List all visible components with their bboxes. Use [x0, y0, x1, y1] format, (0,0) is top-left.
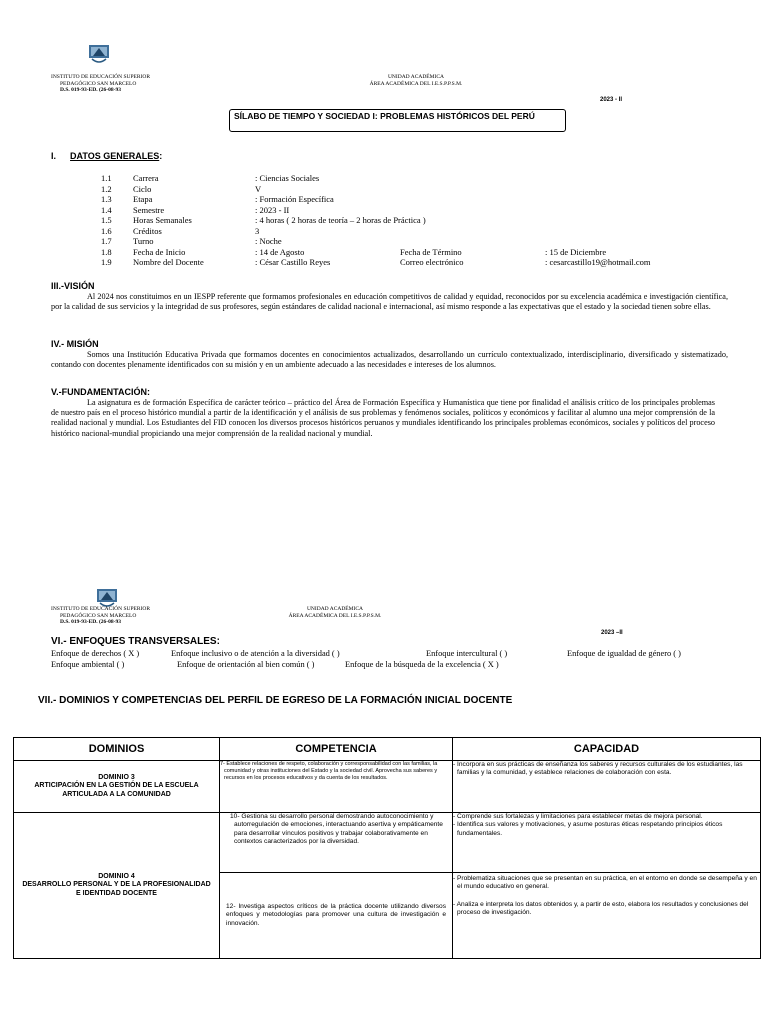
competencia-12-cell: [220, 873, 453, 959]
fundamentacion-heading: V.-FUNDAMENTACIÓN:: [51, 387, 150, 397]
institution-logo: [88, 44, 110, 64]
datos-num-7: 1.7: [101, 236, 112, 246]
enfoque-derechos: Enfoque de derechos ( X ): [51, 649, 140, 658]
competencia-10-cell: [220, 813, 453, 873]
institution-name-2: INSTITUTO DE EDUCACIÓN SUPERIOR: [51, 606, 151, 612]
competencias-table: [13, 737, 761, 959]
capacidad-7-text: - Incorpora en sus prácticas de enseñanza los saberes y recursos culturales de los estudiantes, las familias y la comunidad, y establece relaciones de colaboración con esta.: [453, 761, 743, 777]
unit-info-2: [235, 606, 435, 619]
capacidad-12-cell: [453, 873, 761, 959]
datos-value-9: : César Castillo Reyes: [255, 257, 331, 267]
capacidad-10a-text: - Comprende sus fortalezas y limitaciones para establecer metas de mejora personal.: [453, 813, 703, 820]
dominio-3-cell: DOMINIO 3 ARTICIPACIÓN EN LA GESTIÓN DE LA ESCUELA ARTICULADA A LA COMUNIDAD: [14, 761, 220, 813]
datos-num-4: 1.4: [101, 204, 112, 215]
enfoque-genero: Enfoque de igualdad de género ( ): [567, 649, 681, 658]
datos-value-6: 3: [255, 225, 260, 236]
mision-heading: IV.- MISIÓN: [51, 339, 99, 349]
institution-decree: D.S. 019-93-ED. (26-08-93: [60, 87, 121, 93]
datos-value-4: : 2023 - II: [255, 204, 290, 215]
table-row: [14, 813, 761, 873]
datos-heading-text: DATOS GENERALES: [70, 151, 160, 161]
datos-label-3: Etapa: [133, 194, 153, 204]
institution-info: [51, 74, 191, 94]
datos-label-8: Fecha de Inicio: [133, 246, 186, 257]
datos-value-1: : Ciencias Sociales: [255, 173, 320, 183]
syllabus-title-text: SÍLABO DE TIEMPO Y SOCIEDAD I: PROBLEMAS HISTÓRICOS DEL PERÚ: [234, 111, 535, 121]
datos-num-1: 1.1: [101, 173, 112, 183]
datos-num-5: 1.5: [101, 215, 112, 225]
unit-info: [316, 74, 516, 87]
table-row: [14, 761, 761, 813]
datos-num-3: 1.3: [101, 194, 112, 204]
fundamentacion-text: [51, 398, 715, 439]
datos-num-8: 1.8: [101, 246, 112, 257]
institution-subname: PEDAGÓGICO SAN MARCELO: [60, 80, 137, 87]
enfoque-inclusivo: Enfoque inclusivo o de atención a la diversidad ( ): [171, 649, 340, 658]
datos-label-5: Horas Semanales: [133, 215, 192, 225]
competencias-heading: VII.- DOMINIOS Y COMPETENCIAS DEL PERFIL DE EGRESO DE LA FORMACIÓN INICIAL DOCENTE: [38, 695, 513, 706]
competencia-7-text: 7- Establece relaciones de respeto, colaboración y corresponsabilidad con las familias, la comunidad y otras instituciones del Estado y la sociedad civil. Aprovecha sus saberes y recursos en los procesos educativos y da cuenta de los resultados.: [220, 761, 438, 781]
datos-label-4: Semestre: [133, 204, 165, 215]
datos-label-1: Carrera: [133, 173, 159, 183]
datos-heading-num: I.: [51, 151, 57, 161]
unit-area: ÁREA ACADÉMICA DEL I.E.S.P.P.S.M.: [369, 80, 463, 87]
datos-list: [0, 173, 768, 273]
datos-heading-colon: :: [159, 151, 163, 161]
datos-value-2: V: [255, 183, 262, 194]
capacidad-10-cell: [453, 813, 761, 873]
institution-decree-2: D.S. 019-93-ED. (26-08-93: [60, 619, 121, 625]
mision-text: [51, 350, 728, 370]
vision-text-body: Al 2024 nos constituimos en un IESPP referente que formamos profesionales en educación competitivos de calidad y equidad, reconocidos por su excelencia académica e investigación científica, por la calidad de sus servicios y la integridad de sus profesores, según estándares de calidad nacional e internacional, así mismo responde a las expectativas que el estado y la sociedad tienen sobre ellas.: [51, 292, 728, 312]
datos-value2-8: : 15 de Diciembre: [545, 246, 607, 257]
col-dominios: DOMINIOS: [14, 738, 220, 761]
dominio-4-cell: DOMINIO 4 DESARROLLO PERSONAL Y DE LA PROFESIONALIDAD E IDENTIDAD DOCENTE: [14, 813, 220, 959]
capacidad-12a-text: - Problematiza situaciones que se presentan en su práctica, en el entorno en donde se desempeña y en el mundo educativo en general.: [453, 875, 757, 891]
competencia-7-cell: [220, 761, 453, 813]
datos-label-7: Turno: [133, 236, 154, 246]
datos-label-9: Nombre del Docente: [133, 257, 204, 267]
unit-area-2: ÁREA ACADÉMICA DEL I.E.S.P.P.S.M.: [288, 612, 382, 619]
vision-heading: III.-VISIÓN: [51, 281, 95, 291]
institution-logo-2: [96, 588, 118, 608]
unit-name-2: UNIDAD ACADÉMICA: [306, 606, 364, 612]
datos-heading: [51, 151, 162, 161]
enfoque-bien-comun: Enfoque de orientación al bien común ( ): [177, 660, 315, 669]
datos-num-6: 1.6: [101, 225, 112, 236]
table-header-row: [14, 738, 761, 761]
unit-name: UNIDAD ACADÉMICA: [387, 74, 445, 80]
datos-value2-9: : cesarcastillo19@hotmail.com: [545, 257, 651, 267]
enfoque-intercultural: Enfoque intercultural ( ): [426, 649, 508, 658]
vision-text: [51, 292, 728, 312]
datos-num-9: 1.9: [101, 257, 112, 267]
col-capacidad: CAPACIDAD: [453, 738, 761, 761]
fundamentacion-text-body: La asignatura es de formación Específica de carácter teórico – práctico del Área de Formación Específica y Humanística que tiene por finalidad el análisis crítico de los principales problemas de nuestro país en el proceso histórico mundial a partir de la identificación y el análisis de sus problemas y fenómenos sociales, políticos y económicos y facilitar al alumno una mejor comprensión de la realidad nacional y mundial. Los Estudiantes del FID conocen los diversos procesos históricos peruanos y mundiales identificando los principales problemas económicos, sociales y políticos del proceso histórico nacional-mundial propiciando una mejor comprensión de la realidad nacional y mundial.: [51, 398, 715, 438]
datos-label2-8: Fecha de Término: [400, 246, 462, 257]
capacidad-10b-text: - Identifica sus valores y motivaciones, y asume posturas éticas respetando principios éticos fundamentales.: [453, 821, 723, 837]
col-competencia: COMPETENCIA: [220, 738, 453, 761]
semester-year-2: 2023 –II: [601, 630, 623, 636]
syllabus-title: [229, 109, 566, 132]
enfoque-excelencia: Enfoque de la búsqueda de la excelencia ( X ): [345, 660, 499, 669]
capacidad-12b-text: - Analiza e interpreta los datos obtenidos y, a partir de esto, elabora los resultados y conclusiones del proceso de investigación.: [453, 900, 749, 916]
enfoques-heading: VI.- ENFOQUES TRANSVERSALES:: [51, 636, 220, 647]
datos-value-5: : 4 horas ( 2 horas de teoría – 2 horas de Práctica ): [255, 215, 426, 225]
semester-year: 2023 - II: [600, 97, 623, 103]
datos-label-6: Créditos: [133, 225, 162, 236]
datos-num-2: 1.2: [101, 183, 112, 194]
competencia-10-text: 10- Gestiona su desarrollo personal demostrando autoconocimiento y autorregulación de emociones, interactuando asertiva y empáticamente para desarrollar vínculos positivos y trabajar colaborativamente en contextos caracterizados por la diversidad.: [230, 813, 443, 845]
datos-value-3: : Formación Específica: [255, 194, 334, 204]
datos-value-8: : 14 de Agosto: [255, 246, 305, 257]
institution-name: INSTITUTO DE EDUCACIÓN SUPERIOR: [51, 74, 151, 80]
mision-text-body: Somos una Institución Educativa Privada que formamos docentes en conocimientos actualizados, desarrollando un currículo contextualizado, interdisciplinario, diversificado y sistematizado, contando con docentes plenamente identificados con su misión y en un ambiente adecuado a las necesidades e intereses de los alumnos.: [51, 350, 728, 370]
datos-label-2: Ciclo: [133, 183, 152, 194]
competencia-12-text: 12- Investiga aspectos críticos de la práctica docente utilizando diversos enfoques y metodologías para promover una cultura de investigación e innovación.: [226, 903, 446, 927]
datos-value-7: : Noche: [255, 236, 282, 246]
institution-subname-2: PEDAGÓGICO SAN MARCELO: [60, 612, 137, 619]
enfoque-ambiental: Enfoque ambiental ( ): [51, 660, 125, 669]
institution-info-2: [51, 606, 191, 626]
capacidad-7-cell: [453, 761, 761, 813]
datos-label2-9: Correo electrónico: [400, 257, 464, 267]
